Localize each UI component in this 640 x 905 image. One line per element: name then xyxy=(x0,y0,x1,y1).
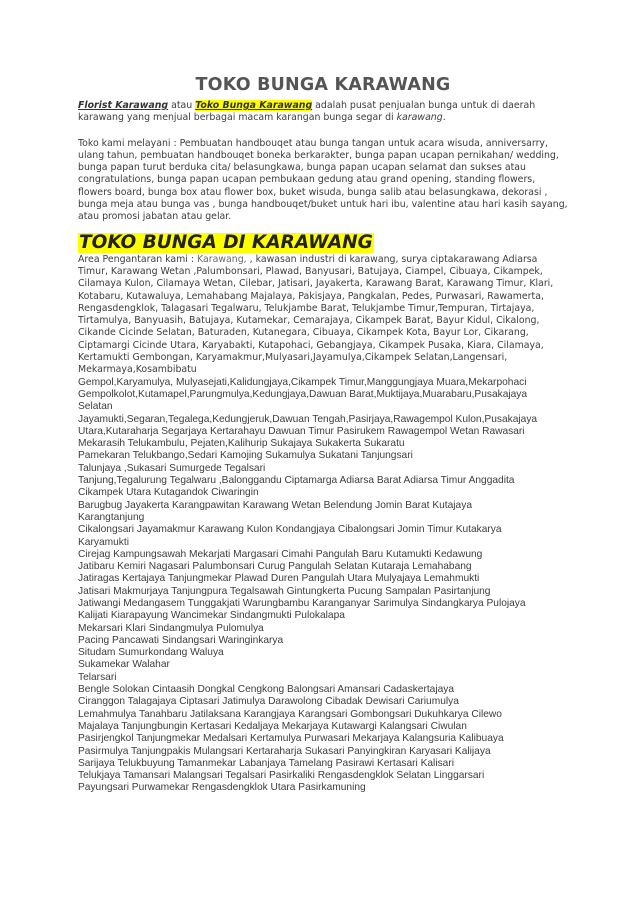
village-line: Gempol,Karyamulya, Mulyasejati,Kalidungjaya,Cikampek Timur,Manggungjaya Muara,Mekarpohaci xyxy=(78,376,527,388)
village-line: Talunjaya ,Sukasari Sumurgede Tegalsari xyxy=(78,462,266,474)
document-page xyxy=(78,72,568,795)
village-line: Cikampek Utara Kutagandok Ciwaringin xyxy=(78,487,259,499)
village-line: Cirejag Kampungsawah Mekarjati Margasari Cimahi Pangulah Baru Kutamukti Kedawung xyxy=(78,548,483,560)
section-heading: TOKO BUNGA DI KARAWANG xyxy=(79,231,373,253)
village-line: Mekarasih Telukambulu, Pejaten,Kalihurip Sukajaya Sukakerta Sukaratu xyxy=(78,438,405,450)
village-line: Ciranggon Talagajaya Ciptasari Jatimulya Darawolong Cibadak Dewisari Cariumulya xyxy=(78,696,459,708)
intro-end: . xyxy=(442,112,446,124)
village-line: Sukamekar Walahar xyxy=(78,659,170,671)
delivery-area-paragraph xyxy=(78,254,568,377)
village-line: Kalijati Kiarapayung Wancimekar Sindangmukti Pulokalapa xyxy=(78,610,345,622)
village-line: Karangtanjung xyxy=(78,511,145,523)
services-paragraph: Toko kami melayani : Pembuatan handbouqet atau bunga tangan untuk acara wisuda, anniversarry, ulang tahun, pembuatan handbouqet boneka berkarakter, bunga papan ucapan pernikahan/ wedding, bunga papan turut berduka cita/ belasungkawa, bunga papan ucapan selamat dan sukses atau congratulations, bunga papan ucapan pembukaan gedung atau grand opening, standing flowers, flowers board, bunga box atau flower box, buket wisuda, bunga salib atau belasungkawa, dekorasi , bunga meja atau bunga vas , bunga handbouqet/buket untuk hari ibu, valentine atau hari kasih sayang, atau promosi jabatan atau gelar. xyxy=(78,137,568,223)
intro-paragraph xyxy=(78,100,568,125)
village-line: Gempolkolot,Kutamapel,Parungmulya,Kedungjaya,Dawuan Barat,Muktijaya,Muarabaru,Pusakajaya xyxy=(78,388,528,400)
area-list: , kawasan industri di karawang, surya ciptakarawang Adiarsa Timur, Karawang Wetan ,Palumbonsari, Plawad, Banyusari, Batujaya, Ciampel, Cibuaya, Cikampek, Cilamaya Kulon, Cilamaya Wetan, Cilebar, Jatisari, Jayakerta, Karawang Barat, Karawang Timur, Klari, Kotabaru, Kutawaluya, Lemahabang Majalaya, Pakisjaya, Pangkalan, Pedes, Purwasari, Rawamerta, Rengasdengklok, Talagasari Tegalwaru, Telukjambe Barat, Telukjambe Timur,Tempuran, Tirtajaya, Tirtamulya, Banyuasih, Batujaya, Kutamekar, Cemarajaya, Cikampek Barat, Bayur Kidul, Cikalong, Cikande Cicinde Selatan, Baturaden, Kutanegara, Cibuaya, Cikampek Kota, Bayur Lor, Cikarang, Ciptamargi Cicinde Utara, Karyabakti, Kutapohaci, Gebangjaya, Cikampek Pusaka, Kiara, Cilamaya, Kertamukti Gembongan, Karyamakmur,Mulyasari,Jayamulya,Cikampek Selatan,Langensari, Mekarmaya,Kosambibatu xyxy=(78,253,554,376)
village-line: Cikalongsari Jayamakmur Karawang Kulon Kondangjaya Cibalongsari Jomin Timur Kutakarya xyxy=(78,524,502,536)
village-line: Jatiwangi Medangasem Tunggakjati Warungbambu Karanganyar Sarimulya Sindangkarya Pulojaya xyxy=(78,597,526,609)
village-line: Sarijaya Telukbuyung Tamanmekar Labanjaya Tamelang Pasirawi Kertasari Kalisari xyxy=(78,757,455,769)
village-line: Barugbug Jayakerta Karangpawitan Karawang Wetan Belendung Jomin Barat Kutajaya xyxy=(78,499,472,511)
intro-italic-word: karawang xyxy=(396,112,443,124)
village-line: Majalaya Tanjungbungin Kertasari Kedaljaya Mekarjaya Kutawargi Kalangsari Ciwulan xyxy=(78,720,467,732)
toko-bunga-karawang-link[interactable]: Toko Bunga Karawang xyxy=(195,100,313,111)
village-line: Pacing Pancawati Sindangsari Waringinkarya xyxy=(78,634,284,646)
village-line: Selatan xyxy=(78,401,113,413)
village-line: Pasirmulya Tanjungpakis Mulangsari Kertaraharja Sukasari Panyingkiran Karyasari Kalijaya xyxy=(78,745,491,757)
village-line: Telarsari xyxy=(78,671,117,683)
village-line: Jatiragas Kertajaya Tanjungmekar Plawad Duren Pangulah Utara Mulyajaya Lemahmukti xyxy=(78,573,480,585)
village-line: Karyamukti xyxy=(78,536,129,548)
page-title: TOKO BUNGA KARAWANG xyxy=(195,75,451,95)
village-line: Payungsari Purwamekar Rengasdengklok Utara Pasirkamuning xyxy=(78,782,366,794)
village-line: Tanjung,Tegalurung Tegalwaru ,Balonggandu Ciptamarga Adiarsa Barat Adiarsa Timur Anggadita xyxy=(78,475,515,487)
village-line: Utara,Kutaraharja Segarjaya Kertarahayu Dawuan Timur Pasirukem Rawagempol Wetan Rawasari xyxy=(78,425,525,437)
intro-text: adalah pusat penjualan bunga untuk di daerah karawang yang menjual berbagai macam karangan bunga segar di xyxy=(78,100,536,124)
village-line: Pasirjengkol Tanjungmekar Medalsari Kertamulya Purwasari Mekarjaya Kalangsuria Kalibuaya xyxy=(78,733,504,745)
village-line: Lemahmulya Tanahbaru Jatilaksana Karangjaya Karangsari Gombongsari Dukuhkarya Cilewo xyxy=(78,708,502,720)
village-line: Jatisari Makmurjaya Tanjungpura Tegalsawah Gintungkerta Pucung Sampalan Pasirtanjung xyxy=(78,585,491,597)
village-line: Pamekaran Telukbango,Sedari Kamojing Sukamulya Sukatani Tanjungsari xyxy=(78,450,413,462)
village-line: Situdam Sumurkondang Waluya xyxy=(78,647,224,659)
area-label: Area Pengantaran kami : xyxy=(78,253,198,265)
village-line: Telukjaya Tamansari Malangsari Tegalsari Pasirkaliki Rengasdengklok Selatan Linggarsari xyxy=(78,770,485,782)
village-line: Jayamukti,Segaran,Tegalega,Kedungjeruk,Dawuan Tengah,Pasirjaya,Rawagempol Kulon,Pusakajaya xyxy=(78,413,538,425)
area-city: Karawang, xyxy=(197,253,247,265)
village-line: Mekarsari Klari Sindangmulya Pulomulya xyxy=(78,622,264,634)
village-line: Jatibaru Kemiri Nagasari Palumbonsari Curug Pangulah Selatan Kutaraja Lemahabang xyxy=(78,561,472,573)
florist-karawang-link[interactable]: Florist Karawang xyxy=(78,100,169,111)
intro-conj: atau xyxy=(168,100,196,111)
village-list xyxy=(78,377,568,795)
village-line: Bengle Solokan Cintaasih Dongkal Cengkong Balongsari Amansari Cadaskertajaya xyxy=(78,684,455,696)
